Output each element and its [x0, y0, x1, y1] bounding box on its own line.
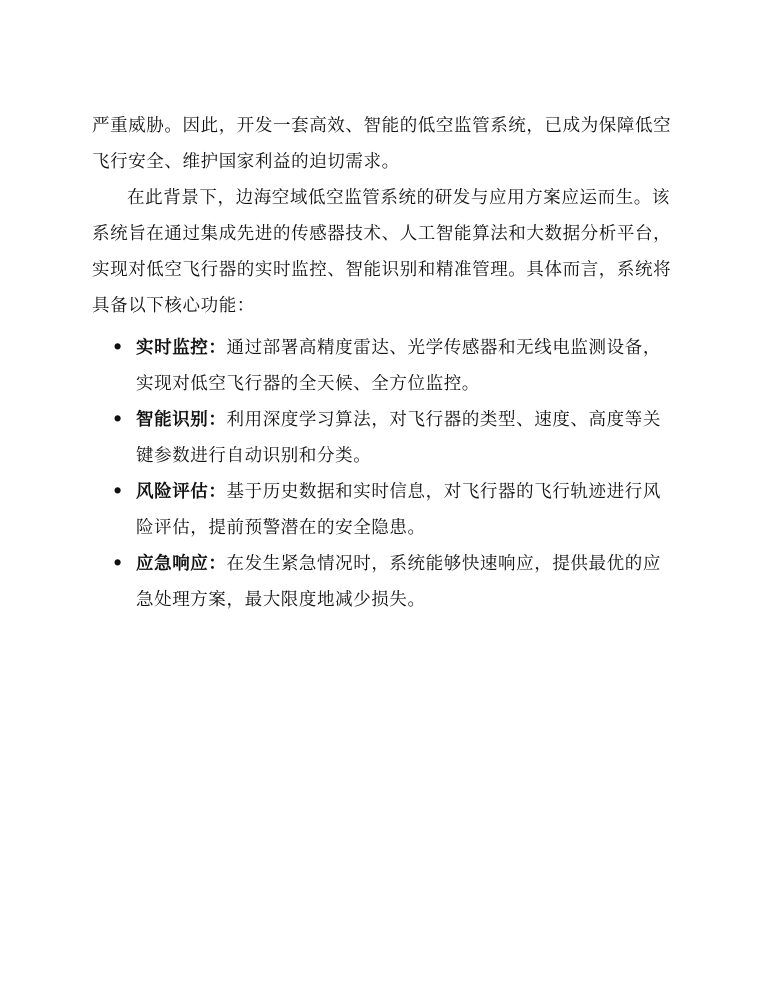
list-item [92, 330, 678, 402]
bullet-icon: • [112, 482, 124, 502]
bullet-icon: • [112, 554, 124, 574]
paragraph-continuation: 严重威胁。因此，开发一套高效、智能的低空监管系统，已成为保障低空飞行安全、维护国家利益的迫切需求。 [92, 116, 672, 172]
list-item [92, 402, 678, 474]
feature-term: 应急响应 [136, 554, 209, 574]
list-item [92, 474, 678, 546]
feature-description: 通过部署高精度雷达、光学传感器和无线电监测设备，实现对低空飞行器的全天候、全方位监控。 [136, 338, 661, 394]
feature-description: 在发生紧急情况时，系统能够快速响应，提供最优的应急处理方案，最大限度地减少损失。 [136, 554, 661, 610]
feature-description: 利用深度学习算法，对飞行器的类型、速度、高度等关键参数进行自动识别和分类。 [136, 410, 661, 466]
feature-term: 实时监控 [136, 338, 209, 358]
bullet-icon: • [112, 338, 124, 358]
feature-term-separator: ： [208, 482, 227, 502]
feature-term: 风险评估 [136, 482, 209, 502]
feature-term-separator: ： [208, 554, 227, 574]
feature-term-separator: ： [208, 410, 227, 430]
feature-term: 智能识别 [136, 410, 209, 430]
paragraph-background: 在此背景下，边海空域低空监管系统的研发与应用方案应运而生。该系统旨在通过集成先进的传感器技术、人工智能算法和大数据分析平台，实现对低空飞行器的实时监控、智能识别和精准管理。具体而言，系统将具备以下核心功能： [92, 188, 672, 316]
bullet-icon: • [112, 410, 124, 430]
document-body [92, 108, 678, 618]
core-features-list [92, 330, 678, 618]
feature-description: 基于历史数据和实时信息，对飞行器的飞行轨迹进行风险评估，提前预警潜在的安全隐患。 [136, 482, 661, 538]
list-item [92, 546, 678, 618]
feature-term-separator: ： [208, 338, 227, 358]
